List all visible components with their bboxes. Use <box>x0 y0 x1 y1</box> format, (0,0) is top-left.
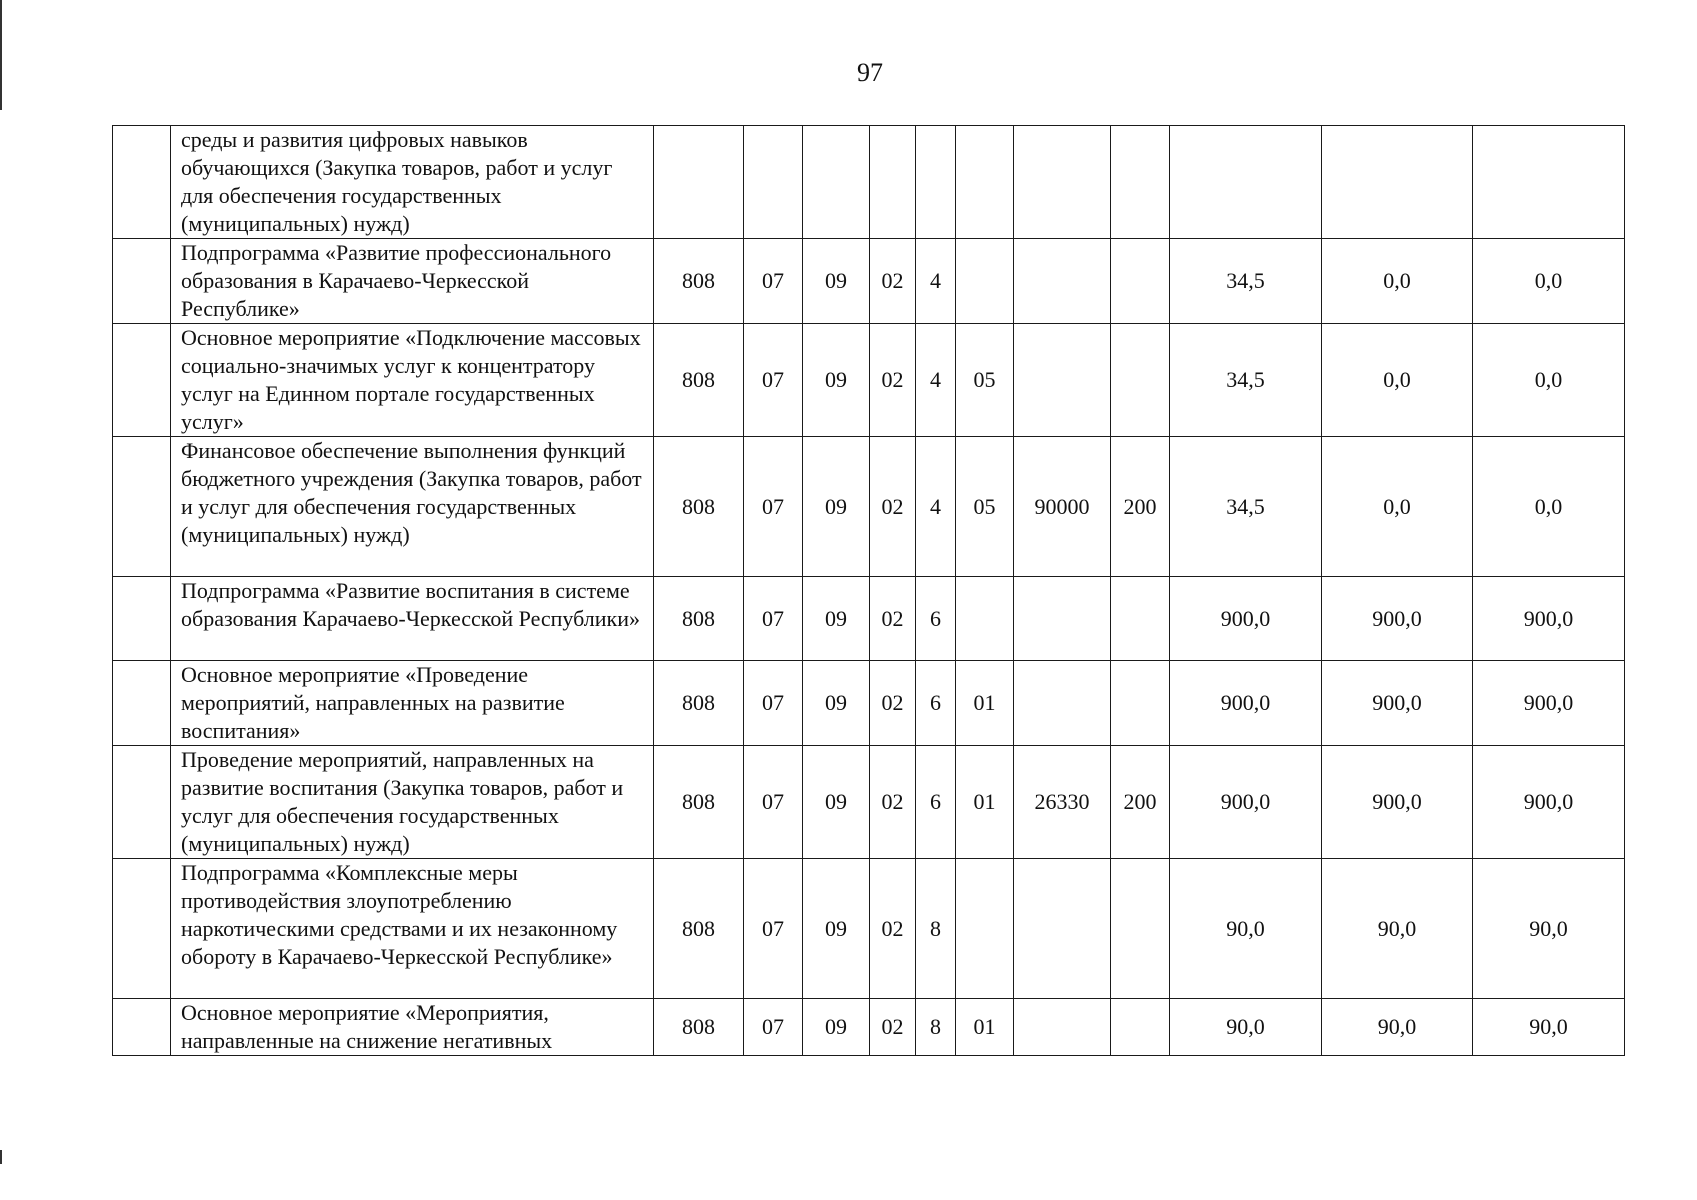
subsection-cell: 09 <box>803 746 870 859</box>
row-number-cell <box>113 126 171 239</box>
direction-cell <box>1014 859 1111 999</box>
amount-year2-cell: 90,0 <box>1322 999 1473 1056</box>
amount-year1-cell: 900,0 <box>1170 577 1322 661</box>
item-name-cell: Подпрограмма «Развитие воспитания в системе образования Карачаево-Черкесской Республики» <box>171 577 654 661</box>
subsection-cell: 09 <box>803 999 870 1056</box>
section-cell: 07 <box>744 239 803 324</box>
amount-year3-cell: 0,0 <box>1473 324 1625 437</box>
ved-cell: 808 <box>654 577 744 661</box>
subprogram-cell: 6 <box>916 661 956 746</box>
direction-cell <box>1014 661 1111 746</box>
amount-year1-cell: 34,5 <box>1170 239 1322 324</box>
section-cell: 07 <box>744 999 803 1056</box>
program-cell: 02 <box>870 437 916 577</box>
subsection-cell: 09 <box>803 661 870 746</box>
program-cell: 02 <box>870 239 916 324</box>
subprogram-cell: 4 <box>916 437 956 577</box>
main-activity-cell: 05 <box>956 324 1014 437</box>
section-cell: 07 <box>744 577 803 661</box>
amount-year2-cell: 900,0 <box>1322 577 1473 661</box>
direction-cell: 26330 <box>1014 746 1111 859</box>
program-cell <box>870 126 916 239</box>
ved-cell: 808 <box>654 324 744 437</box>
amount-year1-cell: 34,5 <box>1170 324 1322 437</box>
main-activity-cell <box>956 859 1014 999</box>
row-number-cell <box>113 577 171 661</box>
section-cell: 07 <box>744 661 803 746</box>
subsection-cell: 09 <box>803 239 870 324</box>
direction-cell <box>1014 577 1111 661</box>
item-name-cell: Финансовое обеспечение выполнения функций бюджетного учреждения (Закупка товаров, работ и услуг для обеспечения государственных (муниципальных) нужд) <box>171 437 654 577</box>
expense-type-cell <box>1111 999 1170 1056</box>
ved-cell: 808 <box>654 999 744 1056</box>
item-name-cell: среды и развития цифровых навыков обучающихся (Закупка товаров, работ и услуг для обеспечения государственных (муниципальных) нужд) <box>171 126 654 239</box>
amount-year3-cell: 90,0 <box>1473 859 1625 999</box>
expense-type-cell <box>1111 239 1170 324</box>
main-activity-cell <box>956 126 1014 239</box>
amount-year1-cell: 900,0 <box>1170 746 1322 859</box>
main-activity-cell: 01 <box>956 999 1014 1056</box>
main-activity-cell: 05 <box>956 437 1014 577</box>
expense-type-cell: 200 <box>1111 437 1170 577</box>
ved-cell: 808 <box>654 239 744 324</box>
subsection-cell: 09 <box>803 324 870 437</box>
budget-table <box>112 125 1625 1056</box>
ved-cell: 808 <box>654 437 744 577</box>
table-row <box>113 239 1625 324</box>
ved-cell: 808 <box>654 859 744 999</box>
item-name-cell: Проведение мероприятий, направленных на развитие воспитания (Закупка товаров, работ и услуг для обеспечения государственных (муниципальных) нужд) <box>171 746 654 859</box>
subprogram-cell: 4 <box>916 239 956 324</box>
subsection-cell <box>803 126 870 239</box>
program-cell: 02 <box>870 324 916 437</box>
scan-margin-line <box>0 0 2 110</box>
amount-year1-cell <box>1170 126 1322 239</box>
item-name-cell: Основное мероприятие «Подключение массовых социально-значимых услуг к концентратору услуг на Единном портале государственных услуг» <box>171 324 654 437</box>
row-number-cell <box>113 661 171 746</box>
subprogram-cell: 6 <box>916 577 956 661</box>
amount-year1-cell: 34,5 <box>1170 437 1322 577</box>
subprogram-cell: 8 <box>916 999 956 1056</box>
table-row <box>113 126 1625 239</box>
section-cell: 07 <box>744 746 803 859</box>
subprogram-cell: 8 <box>916 859 956 999</box>
amount-year2-cell: 0,0 <box>1322 324 1473 437</box>
section-cell: 07 <box>744 859 803 999</box>
subsection-cell: 09 <box>803 437 870 577</box>
table-row <box>113 324 1625 437</box>
table-row <box>113 859 1625 999</box>
table-row <box>113 577 1625 661</box>
item-name-cell: Подпрограмма «Развитие профессионального образования в Карачаево-Черкесской Республике» <box>171 239 654 324</box>
row-number-cell <box>113 239 171 324</box>
scan-margin-line <box>0 1150 2 1164</box>
subprogram-cell <box>916 126 956 239</box>
expense-type-cell <box>1111 577 1170 661</box>
subprogram-cell: 4 <box>916 324 956 437</box>
row-number-cell <box>113 324 171 437</box>
amount-year2-cell: 900,0 <box>1322 746 1473 859</box>
expense-type-cell <box>1111 324 1170 437</box>
program-cell: 02 <box>870 746 916 859</box>
amount-year3-cell: 900,0 <box>1473 746 1625 859</box>
ved-cell: 808 <box>654 661 744 746</box>
expense-type-cell: 200 <box>1111 746 1170 859</box>
page-number: 97 <box>857 58 883 87</box>
direction-cell <box>1014 239 1111 324</box>
amount-year3-cell: 0,0 <box>1473 239 1625 324</box>
ved-cell <box>654 126 744 239</box>
table-row <box>113 437 1625 577</box>
table-row <box>113 661 1625 746</box>
section-cell: 07 <box>744 324 803 437</box>
section-cell <box>744 126 803 239</box>
amount-year2-cell: 900,0 <box>1322 661 1473 746</box>
main-activity-cell <box>956 577 1014 661</box>
direction-cell <box>1014 324 1111 437</box>
amount-year2-cell: 90,0 <box>1322 859 1473 999</box>
main-activity-cell <box>956 239 1014 324</box>
expense-type-cell <box>1111 859 1170 999</box>
subsection-cell: 09 <box>803 859 870 999</box>
row-number-cell <box>113 437 171 577</box>
amount-year1-cell: 90,0 <box>1170 999 1322 1056</box>
amount-year2-cell: 0,0 <box>1322 239 1473 324</box>
direction-cell <box>1014 999 1111 1056</box>
direction-cell <box>1014 126 1111 239</box>
table-row <box>113 746 1625 859</box>
subsection-cell: 09 <box>803 577 870 661</box>
expense-type-cell <box>1111 126 1170 239</box>
direction-cell: 90000 <box>1014 437 1111 577</box>
amount-year2-cell: 0,0 <box>1322 437 1473 577</box>
program-cell: 02 <box>870 859 916 999</box>
section-cell: 07 <box>744 437 803 577</box>
main-activity-cell: 01 <box>956 746 1014 859</box>
subprogram-cell: 6 <box>916 746 956 859</box>
item-name-cell: Подпрограмма «Комплексные меры противодействия злоупотреблению наркотическими средствами и их незаконному обороту в Карачаево-Черкесской Республике» <box>171 859 654 999</box>
item-name-cell: Основное мероприятие «Проведение мероприятий, направленных на развитие воспитания» <box>171 661 654 746</box>
item-name-cell: Основное мероприятие «Мероприятия, направленные на снижение негативных <box>171 999 654 1056</box>
main-activity-cell: 01 <box>956 661 1014 746</box>
amount-year3-cell: 0,0 <box>1473 437 1625 577</box>
table-row <box>113 999 1625 1056</box>
row-number-cell <box>113 746 171 859</box>
program-cell: 02 <box>870 999 916 1056</box>
expense-type-cell <box>1111 661 1170 746</box>
amount-year1-cell: 900,0 <box>1170 661 1322 746</box>
row-number-cell <box>113 859 171 999</box>
program-cell: 02 <box>870 577 916 661</box>
amount-year3-cell: 900,0 <box>1473 577 1625 661</box>
program-cell: 02 <box>870 661 916 746</box>
row-number-cell <box>113 999 171 1056</box>
amount-year2-cell <box>1322 126 1473 239</box>
amount-year3-cell <box>1473 126 1625 239</box>
amount-year3-cell: 900,0 <box>1473 661 1625 746</box>
amount-year3-cell: 90,0 <box>1473 999 1625 1056</box>
amount-year1-cell: 90,0 <box>1170 859 1322 999</box>
ved-cell: 808 <box>654 746 744 859</box>
